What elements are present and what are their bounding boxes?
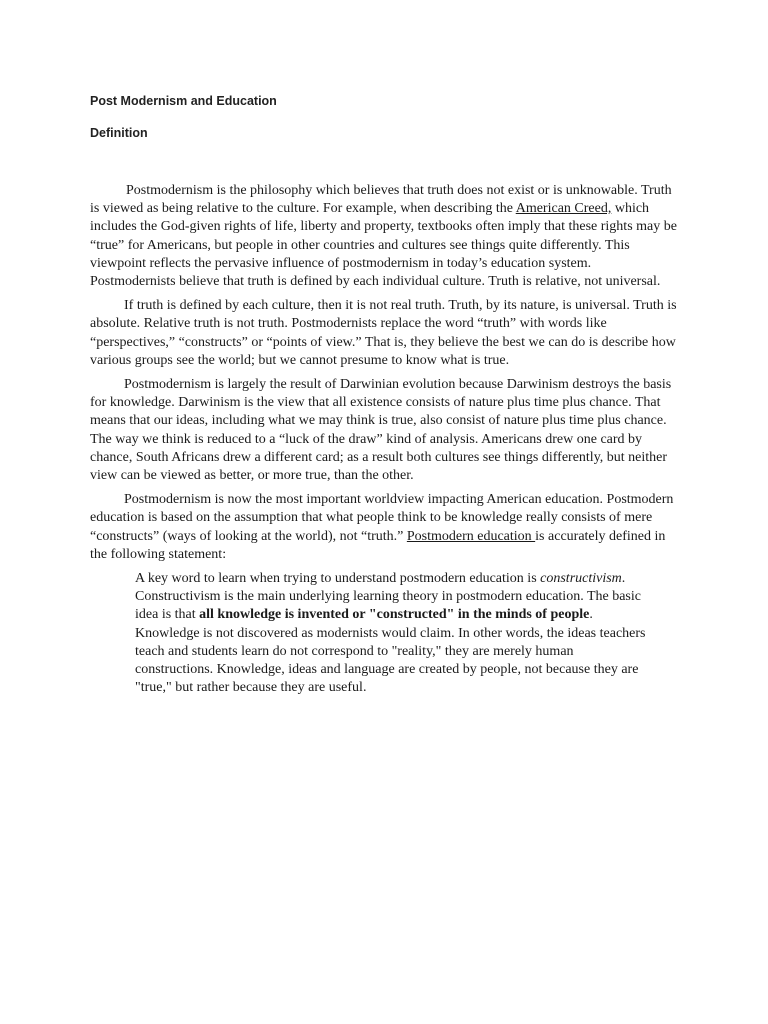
page-title: Post Modernism and Education bbox=[90, 94, 277, 108]
paragraph-3: Postmodernism is largely the result of Darwinian evolution because Darwinism destroys the basis for knowledge. Darwinism is the view that all existence consists of nature plus time plus chance. That means that our ideas, including what we may think is true, also consist of nature plus time plus chance. The way we think is reduced to a “luck of the draw” kind of analysis. Americans drew one card by chance, South Africans drew a different card; as a result both cultures see things differently, but neither view can be viewed as better, or more true, than the other. bbox=[90, 377, 672, 484]
paragraph-4 bbox=[90, 491, 680, 564]
quote-emphasis: constructivism bbox=[540, 571, 622, 587]
block-quote bbox=[135, 570, 655, 697]
quote-text-a: A key word to learn when trying to understand postmodern education is bbox=[135, 571, 541, 587]
american-creed-link[interactable]: American Creed, bbox=[515, 201, 612, 217]
section-heading: Definition bbox=[90, 126, 148, 140]
document-body bbox=[90, 182, 680, 697]
postmodern-education-link[interactable]: Postmodern education bbox=[406, 528, 536, 544]
quote-text-b: . Constructivism is the main underlying learning theory in postmodern education. The basic idea is that bbox=[135, 571, 641, 623]
paragraph-1 bbox=[90, 182, 680, 291]
paragraph-4-text-a: Postmodernism is now the most important worldview impacting American education. Postmodern education is based on the assumption that what people think to be knowledge really consists of mere “constructs” (ways of looking at the world), not “truth.” bbox=[90, 492, 674, 544]
paragraph-2: If truth is defined by each culture, then it is not real truth. Truth, by its nature, is universal. Truth is absolute. Relative truth is not truth. Postmodernists replace the word “truth” with words like “perspectives,” “constructs” or “points of view.” That is, they believe the best we can do is describe how various groups see the world; but we cannot presume to know what is true. bbox=[90, 298, 677, 368]
paragraph-1-text-b: which includes the God-given rights of life, liberty and property, textbooks often imply that these rights may be “true” for Americans, but people in other countries and cultures see things quite differently. This viewpoint reflects the pervasive influence of postmodernism in today’s education system. Postmodernists believe that truth is defined by each individual culture. Truth is relative, not universal. bbox=[90, 201, 677, 290]
paragraph-1-text-a: Postmodernism is the philosophy which believes that truth does not exist or is unknowable. Truth is viewed as being relative to the culture. For example, when describing the bbox=[90, 183, 672, 217]
paragraph-4-text-b: is accurately defined in the following statement: bbox=[90, 528, 666, 562]
quote-text-c: . Knowledge is not discovered as modernists would claim. In other words, the ideas teachers teach and students learn do not correspond to "reality," they are merely human constructions. Knowledge, ideas and language are created by people, not because they are "true," but rather because they are useful. bbox=[135, 607, 646, 696]
quote-strong: all knowledge is invented or "constructed" in the minds of people bbox=[199, 607, 590, 623]
